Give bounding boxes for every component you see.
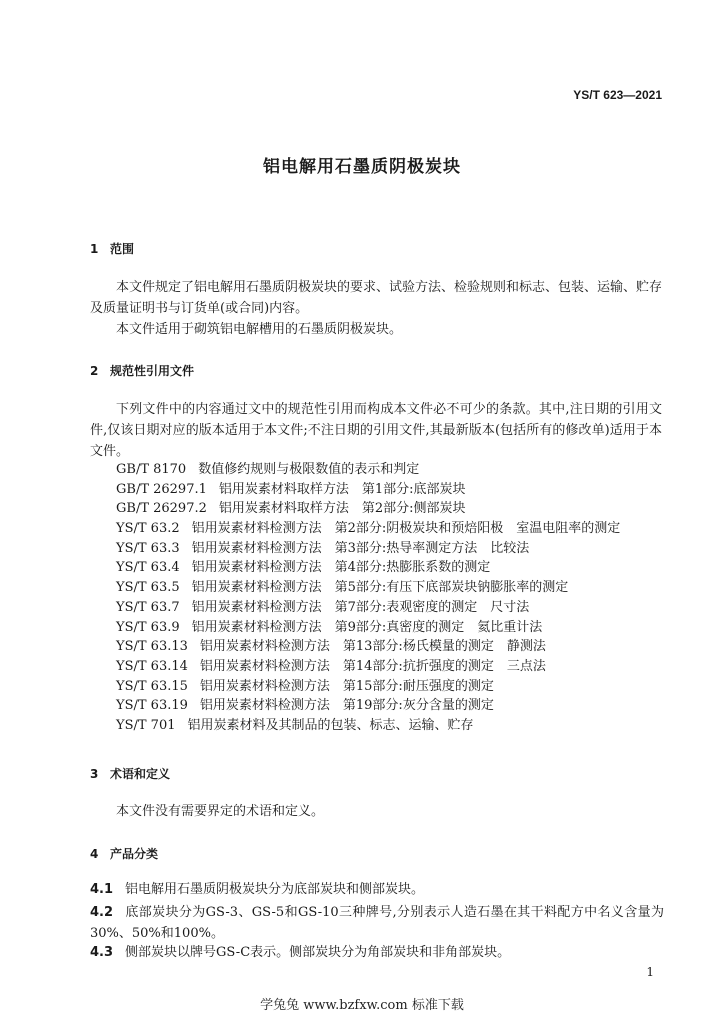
document-code: YS/T 623—2021 (573, 88, 662, 102)
reference-code: YS/T 63.4 (116, 560, 180, 576)
reference-item (116, 618, 676, 638)
reference-code: YS/T 701 (116, 717, 176, 733)
section-title: 术语和定义 (110, 767, 171, 781)
reference-title: 铝用炭素材料检测方法 第2部分:阴极炭块和预焙阳极 室温电阻率的测定 (191, 521, 621, 537)
reference-title: 数值修约规则与极限数值的表示和判定 (198, 462, 420, 477)
scope-paragraph-2: 本文件适用于砌筑铝电解槽用的石墨质阴极炭块。 (116, 322, 403, 337)
references-intro-paragraph: 下列文件中的内容通过文中的规范性引用而构成本文件必不可少的条款。其中,注日期的引用文件,仅该日期对应的版本适用于本文件;不注日期的引用文件,其最新版本(包括所有的修改单)适用于本文件。 (90, 402, 662, 459)
page-number: 1 (646, 965, 654, 979)
section-heading-classification (90, 845, 158, 862)
reference-item (116, 578, 676, 598)
reference-title: 铝用炭素材料检测方法 第15部分:耐压强度的测定 (199, 678, 494, 694)
reference-title: 铝用炭素材料取样方法 第1部分:底部炭块 (218, 481, 466, 497)
clause-number: 4.2 (90, 905, 114, 920)
section-title: 范围 (110, 242, 135, 256)
reference-code: YS/T 63.19 (116, 698, 188, 714)
reference-code: GB/T 26297.2 (116, 501, 207, 517)
reference-item (116, 677, 676, 697)
reference-title: 铝用炭素材料检测方法 第13部分:杨氏模量的测定 静测法 (199, 639, 546, 655)
clause-number: 4.3 (90, 945, 114, 960)
reference-code: YS/T 63.14 (116, 658, 188, 674)
reference-title: 铝用炭素材料检测方法 第14部分:抗折强度的测定 三点法 (199, 658, 546, 674)
reference-item (116, 480, 676, 500)
reference-item (116, 519, 676, 539)
reference-item (116, 499, 676, 519)
section-heading-normative-references (90, 362, 194, 379)
reference-code: GB/T 26297.1 (116, 481, 207, 497)
clause-text: 铝电解用石墨质阴极炭块分为底部炭块和侧部炭块。 (125, 882, 425, 897)
clause-4-2 (90, 902, 664, 944)
section-heading-scope (90, 240, 134, 257)
section-number: 1 (90, 242, 99, 256)
reference-item (116, 598, 676, 618)
section-number: 4 (90, 847, 99, 861)
reference-item (116, 657, 676, 677)
reference-title: 铝用炭素材料检测方法 第9部分:真密度的测定 氦比重计法 (191, 619, 543, 635)
reference-item (116, 558, 676, 578)
reference-item (116, 460, 676, 480)
section-title: 规范性引用文件 (110, 364, 195, 378)
reference-item (116, 696, 676, 716)
terms-paragraph: 本文件没有需要界定的术语和定义。 (116, 804, 325, 819)
reference-code: YS/T 63.13 (116, 639, 188, 655)
reference-code: YS/T 63.15 (116, 678, 188, 694)
document-title: 铝电解用石墨质阴极炭块 (263, 157, 461, 177)
reference-title: 铝用炭素材料及其制品的包装、标志、运输、贮存 (187, 717, 474, 733)
reference-code: YS/T 63.7 (116, 599, 180, 615)
reference-code: YS/T 63.2 (116, 521, 180, 537)
reference-code: YS/T 63.9 (116, 619, 180, 635)
reference-title: 铝用炭素材料检测方法 第3部分:热导率测定方法 比较法 (191, 540, 530, 556)
reference-code: GB/T 8170 (116, 462, 187, 477)
reference-code: YS/T 63.5 (116, 580, 180, 596)
section-title: 产品分类 (110, 847, 159, 861)
section-number: 3 (90, 767, 99, 781)
section-number: 2 (90, 364, 99, 378)
reference-item (116, 539, 676, 559)
clause-text: 侧部炭块以牌号GS-C表示。侧部炭块分为角部炭块和非角部炭块。 (125, 945, 511, 960)
reference-title: 铝用炭素材料取样方法 第2部分:侧部炭块 (218, 501, 466, 517)
reference-list (116, 460, 676, 736)
reference-title: 铝用炭素材料检测方法 第19部分:灰分含量的测定 (199, 698, 494, 714)
reference-title: 铝用炭素材料检测方法 第7部分:表观密度的测定 尺寸法 (191, 599, 530, 615)
clause-4-1 (90, 879, 664, 900)
section-heading-terms (90, 765, 170, 782)
reference-code: YS/T 63.3 (116, 540, 180, 556)
reference-item (116, 637, 676, 657)
download-watermark: 学兔兔 www.bzfxw.com 标准下载 (260, 998, 464, 1013)
scope-paragraph-1: 本文件规定了铝电解用石墨质阴极炭块的要求、试验方法、检验规则和标志、包装、运输、贮存及质量证明书与订货单(或合同)内容。 (90, 280, 663, 316)
clause-number: 4.1 (90, 882, 114, 897)
clause-text: 底部炭块分为GS-3、GS-5和GS-10三种牌号,分别表示人造石墨在其干料配方中名义含量为30%、50%和100%。 (90, 905, 664, 941)
reference-title: 铝用炭素材料检测方法 第4部分:热膨胀系数的测定 (191, 560, 491, 576)
reference-item (116, 716, 676, 736)
reference-title: 铝用炭素材料检测方法 第5部分:有压下底部炭块钠膨胀率的测定 (191, 580, 569, 596)
clause-4-3 (90, 942, 664, 963)
